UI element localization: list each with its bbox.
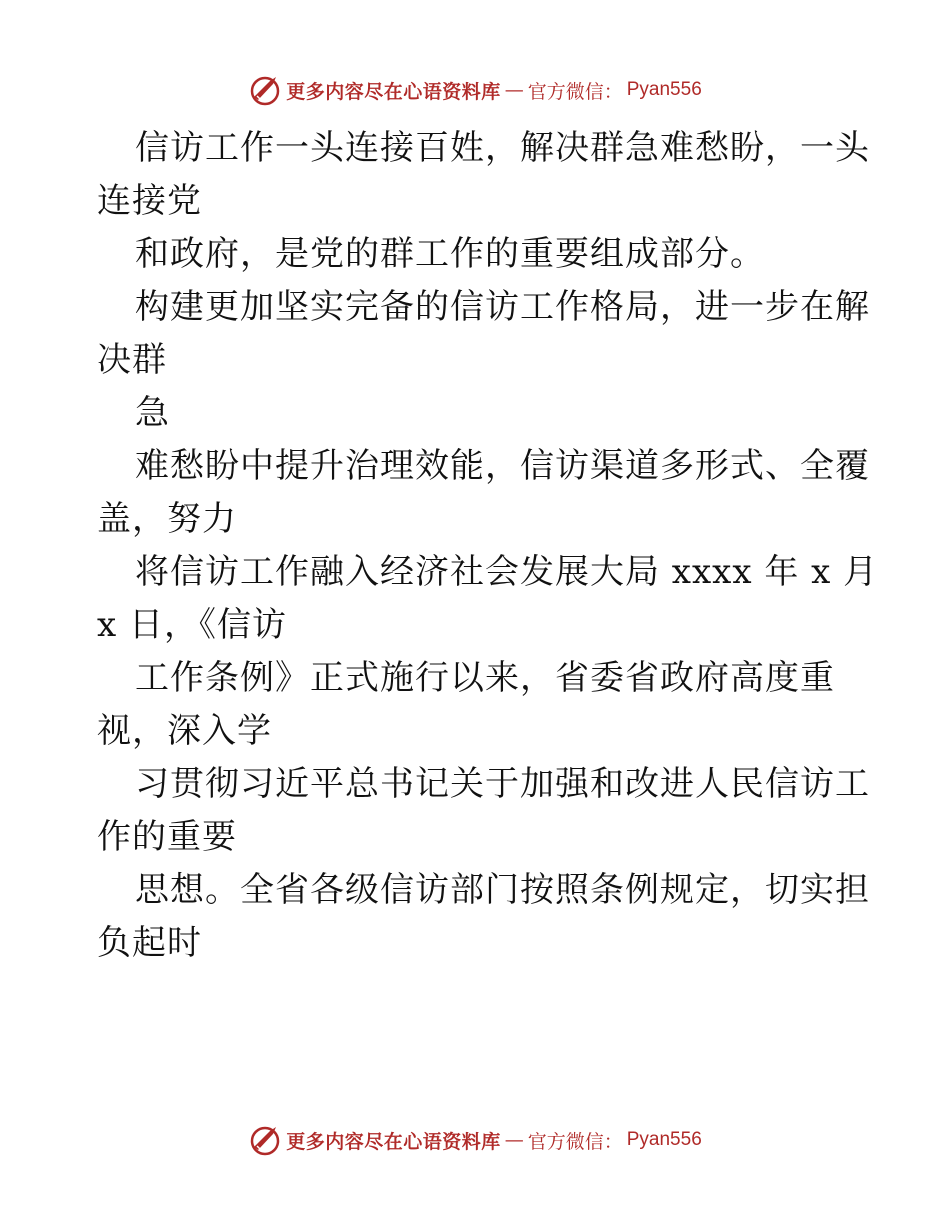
pen-logo-icon [248, 1123, 282, 1157]
paragraph-line: 构建更加坚实完备的信访工作格局，进一步在解 [135, 287, 870, 327]
pen-logo-icon [248, 73, 282, 107]
paragraph-line: 信访工作一头连接百姓，解决群急难愁盼，一头 [135, 128, 870, 168]
banner-sub-text: 官方微信： [527, 80, 623, 103]
banner-dash: — [504, 79, 524, 101]
banner-wechat-id: Pyan556 [626, 79, 702, 100]
footer-banner [0, 1120, 950, 1160]
paragraph-line: 将信访工作融入经济社会发展大局 xxxx 年 x 月 [135, 552, 879, 592]
paragraph-line: 习贯彻习近平总书记关于加强和改进人民信访工 [135, 764, 870, 804]
banner-wechat-id: Pyan556 [626, 1129, 702, 1150]
paragraph-line: 工作条例》正式施行以来，省委省政府高度重 [135, 658, 835, 698]
paragraph-line: 连接党 [97, 181, 202, 221]
paragraph-line: x 日，《信访 [97, 605, 287, 645]
banner-main-text: 更多内容尽在心语资料库 [286, 1130, 501, 1153]
banner-main-text: 更多内容尽在心语资料库 [286, 80, 501, 103]
banner-sub-text: 官方微信： [527, 1130, 623, 1153]
paragraph-line: 急 [135, 393, 170, 433]
paragraph-line: 视，深入学 [97, 711, 272, 751]
paragraph-line: 作的重要 [97, 817, 237, 857]
header-banner [0, 70, 950, 110]
banner-dash: — [504, 1129, 524, 1151]
paragraph-line: 和政府，是党的群工作的重要组成部分。 [135, 234, 765, 274]
paragraph-line: 决群 [97, 340, 167, 380]
paragraph-line: 思想。全省各级信访部门按照条例规定，切实担 [135, 870, 870, 910]
document-body [97, 122, 879, 970]
paragraph-line: 负起时 [97, 923, 202, 963]
paragraph-line: 盖，努力 [97, 499, 237, 539]
paragraph-line: 难愁盼中提升治理效能，信访渠道多形式、全覆 [135, 446, 870, 486]
